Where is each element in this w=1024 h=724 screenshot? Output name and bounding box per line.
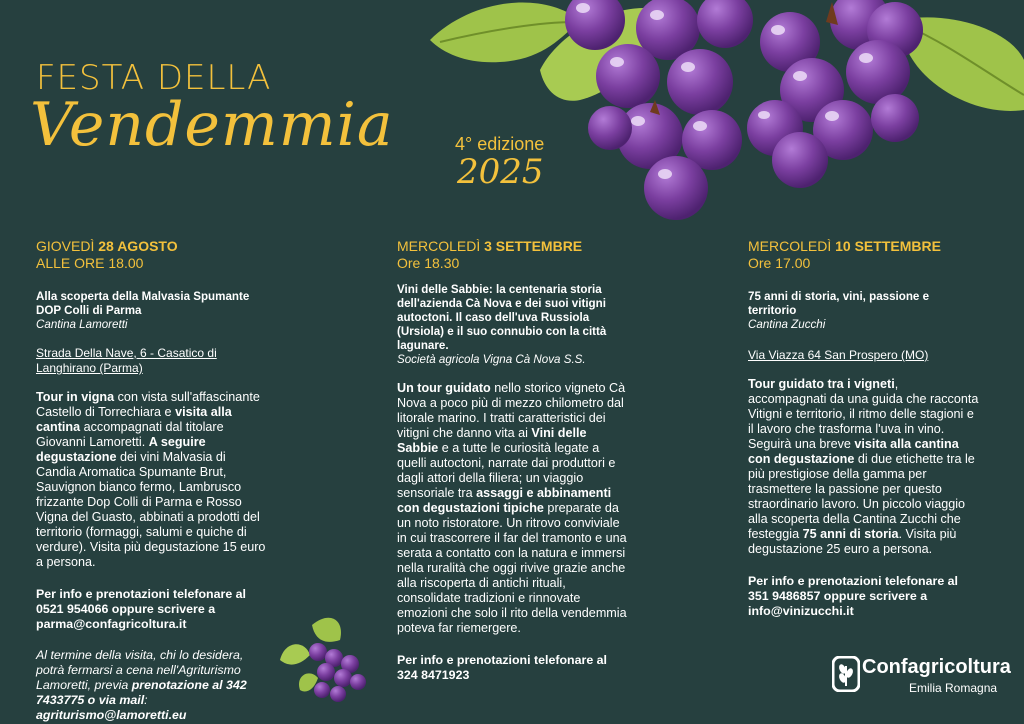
event-description: Tour in vigna con vista sull'affascinante Castello di Torrechiara e visita alla cantina accompagnati dal titolare Giovanni Lamoretti. A seguire degustazione dei vini Malvasia di Candia Aromatica Spumante Brut, Sauvignon bianco fermo, Lambrusco frizzante Dop Colli di Parma e Rosso Vigna del Guasto, abbinati a prodotti del territorio (formaggi, salumi e quiche di verdure). Visita più degustazione 15 euro a persona. bbox=[36, 390, 266, 569]
event-description: Tour guidato tra i vigneti, accompagnati da una guida che racconta Vitigni e territorio, il ritmo delle stagioni e il lavoro che trasforma l'uva in vino. Seguirà una breve visita alla cantina con degustazione di due etichette tra le più prestigiose della gamma per trasmettere la passione per questo straordinario lavoro. Un piccolo viaggio alla scoperta della Cantina Zucchi che festeggia 75 anni di storia. Visita più degustazione 25 euro a persona. bbox=[748, 377, 979, 556]
event-title: Alla scoperta della Malvasia Spumante DOP Colli di Parma bbox=[36, 290, 250, 317]
event-host: Cantina Zucchi bbox=[748, 318, 826, 331]
edition-label: 4° edizione bbox=[455, 134, 545, 154]
small-grapes-icon bbox=[280, 618, 366, 702]
event-info: Per info e prenotazioni telefonare al 351 9486857 oppure scrivere a info@vinizucchi.it bbox=[748, 574, 958, 618]
event-address[interactable]: Strada Della Nave, 6 - Casatico di Langhirano (Parma) bbox=[36, 346, 217, 375]
event-time: ALLE ORE 18.00 bbox=[36, 255, 144, 271]
event-info: Per info e prenotazioni telefonare al 324 8471923 bbox=[397, 653, 607, 682]
event-column-1 bbox=[36, 238, 268, 723]
title-script: Vendemmia bbox=[30, 90, 394, 160]
logo-region: Emilia Romagna bbox=[909, 681, 998, 695]
event-description: Un tour guidato nello storico vigneto Cà Nova a poco più di mezzo chilometro dal litorale marino. I tratti caratteristici dei vitigni che danno vita ai Vini delle Sabbie e a tutte le curiosità legate a quelli autoctoni, narrate dai produttori e dagli attori della filiera; un viaggio sensoriale tra assaggi e abbinamenti con degustazioni tipiche preparate da un noto ristoratore. Un ritrovo conviviale in cui trascorrere il far del tramonto e una serata a contatto con la natura e immersi nella ruralità che oggi rivive grazie anche alla riscoperta di antichi rituali, consolidate tradizioni e rinnovate emozioni che solo il rito della vendemmia poteva far riemergere. bbox=[397, 381, 627, 635]
email-link[interactable]: info@vinizucchi.it bbox=[748, 604, 854, 618]
event-host: Cantina Lamoretti bbox=[36, 318, 128, 331]
event-time: Ore 18.30 bbox=[397, 255, 460, 271]
event-info: Per info e prenotazioni telefonare al 0521 954066 oppure scrivere a parma@confagricoltura.it bbox=[36, 587, 246, 631]
event-address[interactable]: Via Viazza 64 San Prospero (MO) bbox=[748, 348, 929, 362]
event-date: GIOVEDÌ 28 AGOSTO bbox=[36, 238, 178, 254]
event-host: Società agricola Vigna Cà Nova S.S. bbox=[397, 353, 586, 366]
event-title: Vini delle Sabbie: la centenaria storia dell'azienda Cà Nova e dei suoi vitigni autoctoni. Il caso dell'uva Russiola (Ursiola) e il suo connubio con la città lagunare. bbox=[397, 283, 607, 352]
event-column-2 bbox=[397, 238, 629, 683]
title-top: FESTA DELLA bbox=[36, 58, 272, 98]
email-link[interactable]: agriturismo@lamoretti.eu bbox=[36, 708, 187, 722]
email-link[interactable]: parma@confagricoltura.it bbox=[36, 617, 187, 631]
event-column-3 bbox=[748, 238, 980, 619]
event-date: MERCOLEDÌ 10 SETTEMBRE bbox=[748, 238, 941, 254]
year-label: 2025 bbox=[457, 152, 544, 192]
event-title: 75 anni di storia, vini, passione e territorio bbox=[748, 290, 930, 317]
logo-name: Confagricoltura bbox=[862, 656, 1011, 678]
dinner-note: Al termine della visita, chi lo desidera, potrà fermarsi a cena nell'Agriturismo Lamoretti, previa prenotazione al 342 7433775 o via mail: agriturismo@lamoretti.eu bbox=[36, 648, 247, 722]
event-time: Ore 17.00 bbox=[748, 255, 811, 271]
event-date: MERCOLEDÌ 3 SETTEMBRE bbox=[397, 238, 583, 254]
wheat-icon bbox=[832, 656, 860, 692]
